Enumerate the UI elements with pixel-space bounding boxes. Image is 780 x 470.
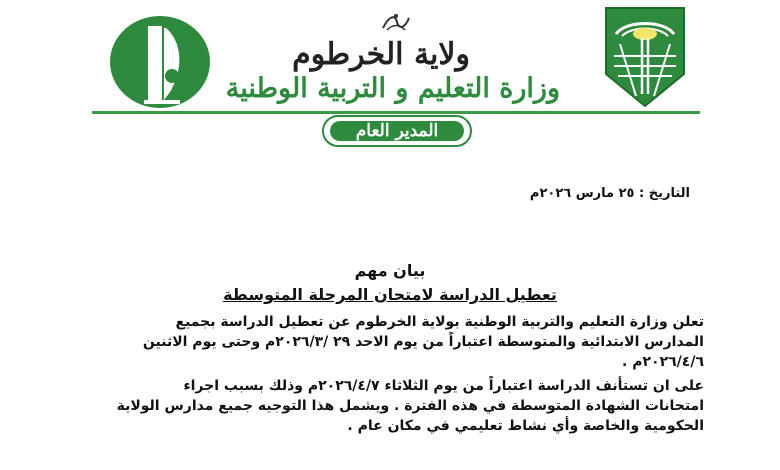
- ministry-name: وزارة التعليم و التربية الوطنية: [225, 73, 560, 104]
- header-divider: [92, 111, 700, 114]
- pen-nib-logo-icon: [108, 14, 212, 110]
- body-line-5: امتحانات الشهادة المتوسطة في هذه الفترة . ويشمل هذا التوجيه جميع مدارس الولاية: [116, 398, 704, 414]
- body-line-1: تعلن وزارة التعليم والتربية الوطنية بولاية الخرطوم عن تعطيل الدراسة بجميع: [175, 314, 704, 330]
- state-name: ولاية الخرطوم: [292, 37, 470, 72]
- statement-subject: تعطيل الدراسة لامتحان المرحلة المتوسطة: [223, 285, 557, 304]
- body-line-4: على ان تستأنف الدراسة اعتباراً من يوم الثلاثاء ٢٠٢٦/٤/٧م وذلك بسبب اجراء: [183, 378, 704, 394]
- palm-tree-emblem-icon: [602, 4, 688, 110]
- body-line-6: الحكومية والخاصة وأي نشاط تعليمي في مكان عام .: [347, 418, 704, 434]
- letter-date: التاريخ : ٢٥ مارس ٢٠٢٦م: [529, 186, 690, 201]
- body-line-2: المدارس الابتدائية والمتوسطة اعتباراً من يوم الاحد ٢٩ /٢٠٢٦/٣م وحتى يوم الاثنين: [142, 334, 704, 350]
- calligraphy-seal-icon: [381, 10, 411, 34]
- statement-title: بيان مهم: [354, 261, 426, 280]
- body-line-3: ٢٠٢٦/٤/٦م .: [622, 354, 704, 370]
- office-badge-label: المدير العام: [330, 121, 464, 141]
- office-badge: [322, 115, 472, 147]
